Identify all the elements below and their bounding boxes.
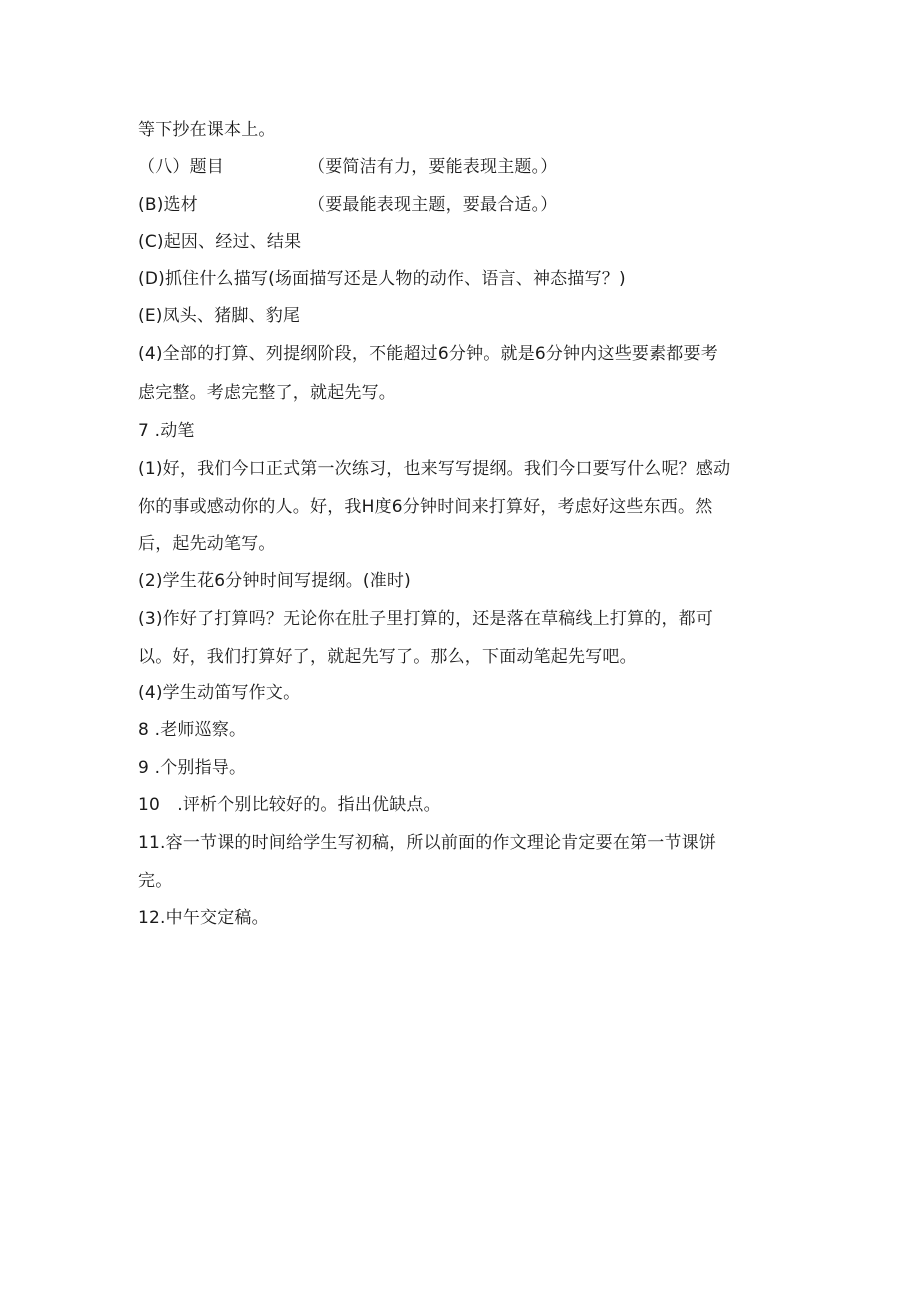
- text-line: [138, 383, 788, 403]
- line-text: 完。: [138, 871, 173, 891]
- line-text: (1)好，我们今口正式第一次练习，也来写写提纲。我们今口要写什么呢？感动: [138, 459, 731, 479]
- line-text: （八）题目: [138, 157, 224, 177]
- text-line: [138, 571, 788, 591]
- text-line: [138, 157, 788, 177]
- line-note: （要最能表现主题，要最合适。）: [308, 195, 558, 215]
- text-line: [138, 497, 788, 517]
- text-line: [138, 908, 788, 928]
- text-line: [138, 421, 788, 441]
- text-line: [138, 459, 788, 479]
- line-text: 虑完整。考虑完整了，就起先写。: [138, 383, 396, 403]
- line-text: 等下抄在课本上。: [138, 120, 276, 140]
- text-line: [138, 120, 788, 140]
- line-text: (B)选材: [138, 195, 198, 215]
- line-text: 后，起先动笔写。: [138, 534, 276, 554]
- text-line: [138, 306, 788, 326]
- text-line: [138, 195, 788, 215]
- line-text: 以。好，我们打算好了，就起先写了。那么，下面动笔起先写吧。: [138, 647, 637, 667]
- text-line: [138, 833, 788, 853]
- text-line: [138, 232, 788, 252]
- line-text: 8 .老师巡察。: [138, 720, 247, 740]
- line-text: (2)学生花6分钟时间写提纲。(准时): [138, 571, 411, 591]
- line-note: （要简洁有力，要能表现主题。）: [308, 157, 558, 177]
- text-line: [138, 269, 788, 289]
- line-text: (3)作好了打算吗？无论你在肚子里打算的，还是落在草稿线上打算的，都可: [138, 609, 714, 629]
- text-line: [138, 647, 788, 667]
- text-line: [138, 795, 788, 815]
- text-line: [138, 534, 788, 554]
- line-text: 你的事或感动你的人。好，我H度6分钟时间来打算好，考虑好这些东西。然: [138, 497, 713, 517]
- line-text: (4)全部的打算、列提纲阶段，不能超过6分钟。就是6分钟内这些要素都要考: [138, 344, 718, 364]
- text-line: [138, 683, 788, 703]
- line-text: 9 .个别指导。: [138, 758, 247, 778]
- line-text: 7 .动笔: [138, 421, 195, 441]
- text-line: [138, 758, 788, 778]
- line-text: (D)抓住什么描写(场面描写还是人物的动作、语言、神态描写？): [138, 269, 626, 289]
- text-line: [138, 871, 788, 891]
- line-text: (C)起因、经过、结果: [138, 232, 302, 252]
- line-text: 10 .评析个别比较好的。指出优缺点。: [138, 795, 441, 815]
- text-line: [138, 720, 788, 740]
- text-line: [138, 344, 788, 364]
- line-text: 12.中午交定稿。: [138, 908, 269, 928]
- line-text: 11.容一节课的时间给学生写初稿，所以前面的作文理论肯定要在第一节课饼: [138, 833, 717, 853]
- line-text: (E)凤头、猪脚、豹尾: [138, 306, 301, 326]
- text-line: [138, 609, 788, 629]
- line-text: (4)学生动笛写作文。: [138, 683, 301, 703]
